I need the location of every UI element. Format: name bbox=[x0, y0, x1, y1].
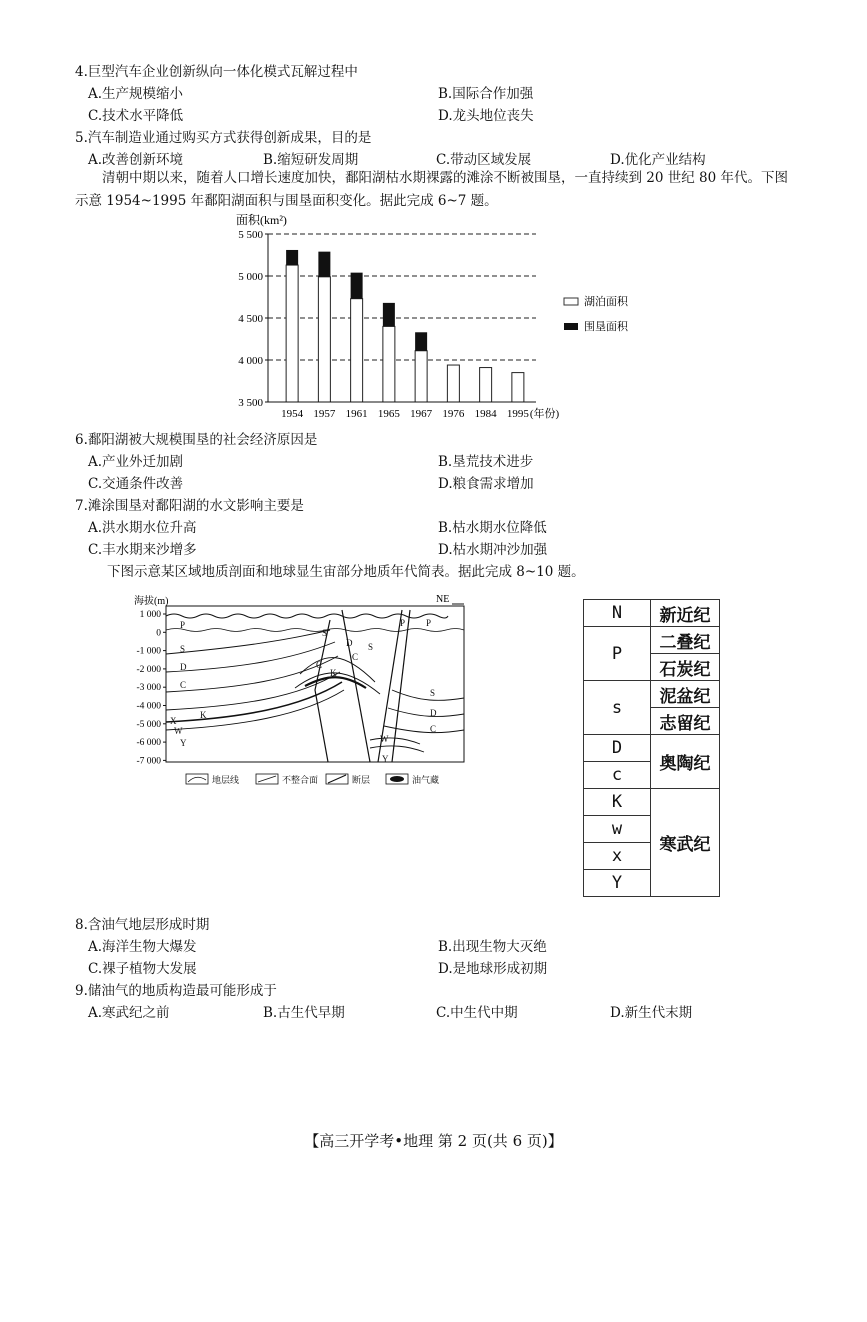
y-tick-label: 5 000 bbox=[238, 271, 263, 283]
bar-reclaim-area bbox=[286, 250, 298, 265]
section-ylabel: 海拔(m) bbox=[134, 596, 169, 607]
svg-text:Y: Y bbox=[382, 754, 389, 764]
q6-option-b: B.垦荒技术进步 bbox=[438, 454, 534, 470]
era-symbol: s bbox=[584, 681, 651, 735]
svg-text:S: S bbox=[180, 644, 186, 654]
geologic-section-diagram bbox=[130, 590, 470, 795]
section-y-tick: -3 000 bbox=[136, 683, 161, 694]
era-symbol: K bbox=[584, 789, 651, 816]
q7-option-b: B.枯水期水位降低 bbox=[438, 520, 547, 536]
svg-text:W: W bbox=[174, 726, 183, 736]
svg-text:D: D bbox=[430, 708, 437, 718]
era-symbol: D bbox=[584, 735, 651, 762]
x-axis-label: (年份) bbox=[529, 408, 560, 420]
svg-text:C: C bbox=[430, 724, 437, 734]
q5-option-c: C.带动区域发展 bbox=[436, 152, 532, 168]
x-tick-label: 1967 bbox=[410, 408, 433, 420]
bar-reclaim-area bbox=[318, 252, 330, 277]
q5-stem: 5.汽车制造业通过购买方式获得创新成果，目的是 bbox=[75, 130, 372, 146]
section-y-tick: -6 000 bbox=[136, 738, 161, 749]
q6-option-a: A.产业外迁加剧 bbox=[88, 454, 184, 470]
y-tick-label: 3 500 bbox=[238, 397, 263, 409]
svg-text:W: W bbox=[380, 734, 389, 744]
era-name: 新近纪 bbox=[651, 600, 720, 627]
q8-option-b: B.出现生物大灭绝 bbox=[438, 939, 547, 955]
x-tick-label: 1984 bbox=[474, 408, 497, 420]
bar-reclaim-area bbox=[351, 273, 363, 299]
section-y-tick: -5 000 bbox=[136, 719, 161, 730]
section-y-tick: -2 000 bbox=[136, 664, 161, 675]
section-legend-2: 断层 bbox=[352, 775, 371, 785]
q9-option-a: A.寒武纪之前 bbox=[88, 1005, 170, 1021]
era-symbol: N bbox=[584, 600, 651, 627]
era-symbol: Y bbox=[584, 870, 651, 897]
section-legend-3: 油气藏 bbox=[412, 775, 440, 785]
bar-lake-area bbox=[480, 368, 492, 402]
q9-option-d: D.新生代末期 bbox=[610, 1005, 693, 1021]
q7-option-d: D.枯水期冲沙加强 bbox=[438, 542, 548, 558]
svg-text:C: C bbox=[316, 660, 323, 670]
q8-stem: 8.含油气地层形成时期 bbox=[75, 917, 210, 933]
y-tick-label: 5 500 bbox=[238, 229, 263, 241]
y-tick-label: 4 500 bbox=[238, 313, 263, 325]
legend-lake-swatch bbox=[564, 298, 578, 305]
bar-reclaim-area bbox=[415, 332, 427, 350]
x-tick-label: 1976 bbox=[442, 408, 465, 420]
bar-lake-area bbox=[415, 351, 427, 402]
x-tick-label: 1961 bbox=[345, 408, 368, 420]
era-name: 志留纪 bbox=[651, 708, 720, 735]
era-symbol: x bbox=[584, 843, 651, 870]
era-symbol: c bbox=[584, 762, 651, 789]
era-name: 泥盆纪 bbox=[651, 681, 720, 708]
section-y-tick: 1 000 bbox=[139, 610, 161, 620]
era-name: 奥陶纪 bbox=[651, 735, 720, 789]
section-legend-0: 地层线 bbox=[212, 775, 240, 785]
svg-text:D: D bbox=[180, 662, 187, 672]
svg-text:S: S bbox=[368, 642, 374, 652]
legend-reclaim-swatch bbox=[564, 323, 578, 330]
q7-option-a: A.洪水期水位升高 bbox=[88, 520, 197, 536]
svg-text:C: C bbox=[180, 680, 187, 690]
chart-ylabel: 面积(km²) bbox=[236, 213, 287, 227]
svg-text:P: P bbox=[426, 618, 432, 628]
q4-option-a: A.生产规模缩小 bbox=[88, 86, 184, 102]
q6-stem: 6.鄱阳湖被大规模围垦的社会经济原因是 bbox=[75, 432, 318, 448]
lake-area-chart bbox=[230, 210, 650, 425]
q6-option-d: D.粮食需求增加 bbox=[438, 476, 534, 492]
svg-text:P: P bbox=[400, 618, 406, 628]
svg-text:K: K bbox=[330, 668, 337, 678]
section-y-tick: -7 000 bbox=[136, 756, 161, 767]
era-name: 寒武纪 bbox=[651, 789, 720, 897]
era-name: 二叠纪 bbox=[651, 627, 720, 654]
bar-lake-area bbox=[447, 365, 459, 402]
section-y-tick: 0 bbox=[156, 628, 161, 639]
q5-option-b: B.缩短研发周期 bbox=[263, 152, 359, 168]
q4-stem: 4.巨型汽车企业创新纵向一体化模式瓦解过程中 bbox=[75, 64, 358, 80]
intro-8-10: 下图示意某区域地质剖面和地球显生宙部分地质年代简表。据此完成 8~10 题。 bbox=[107, 564, 585, 580]
q9-stem: 9.储油气的地质构造最可能形成于 bbox=[75, 983, 277, 999]
section-direction: NE bbox=[436, 594, 450, 605]
x-tick-label: 1995 bbox=[506, 408, 529, 420]
q8-option-a: A.海洋生物大爆发 bbox=[88, 939, 197, 955]
x-tick-label: 1965 bbox=[377, 408, 400, 420]
q5-option-d: D.优化产业结构 bbox=[610, 152, 706, 168]
svg-text:D: D bbox=[346, 638, 353, 648]
era-symbol: w bbox=[584, 816, 651, 843]
y-tick-label: 4 000 bbox=[238, 355, 263, 367]
q9-option-c: C.中生代中期 bbox=[436, 1005, 518, 1021]
q7-option-c: C.丰水期来沙增多 bbox=[88, 542, 197, 558]
q9-option-b: B.古生代早期 bbox=[263, 1005, 345, 1021]
bar-lake-area bbox=[383, 326, 395, 402]
q6-option-c: C.交通条件改善 bbox=[88, 476, 184, 492]
intro-6-7: 清朝中期以来，随着人口增长速度加快，鄱阳湖枯水期裸露的滩涂不断被围垦，一直持续到 20 世纪 80 年代。下图示意 1954~1995 年鄱阳湖面积与围垦面积变化。据此完成 6~7 题。 bbox=[75, 170, 789, 209]
section-y-tick: -4 000 bbox=[136, 701, 161, 712]
bar-reclaim-area bbox=[383, 303, 395, 327]
era-name: 石炭纪 bbox=[651, 654, 720, 681]
q4-option-b: B.国际合作加强 bbox=[438, 86, 534, 102]
q5-option-a: A.改善创新环境 bbox=[88, 152, 184, 168]
svg-text:Y: Y bbox=[180, 738, 187, 748]
page-footer: 【高三开学考•地理 第 2 页(共 6 页)】 bbox=[304, 1132, 563, 1150]
legend-reclaim-label: 围垦面积 bbox=[584, 321, 628, 333]
bar-lake-area bbox=[512, 373, 524, 402]
era-symbol: P bbox=[584, 627, 651, 681]
svg-text:K: K bbox=[200, 710, 207, 720]
q8-option-d: D.是地球形成初期 bbox=[438, 961, 548, 977]
svg-text:S: S bbox=[430, 688, 436, 698]
section-y-tick: -1 000 bbox=[136, 646, 161, 657]
q4-option-d: D.龙头地位丧失 bbox=[438, 108, 534, 124]
legend-lake-label: 湖泊面积 bbox=[584, 296, 628, 308]
geologic-era-table bbox=[583, 599, 720, 897]
bar-lake-area bbox=[318, 277, 330, 402]
chart-legend bbox=[564, 294, 629, 333]
section-legend-1: 不整合面 bbox=[282, 775, 319, 785]
svg-text:P: P bbox=[180, 620, 186, 630]
x-tick-label: 1957 bbox=[313, 408, 336, 420]
q8-option-c: C.裸子植物大发展 bbox=[88, 961, 197, 977]
svg-text:S: S bbox=[322, 628, 328, 638]
q7-stem: 7.滩涂围垦对鄱阳湖的水文影响主要是 bbox=[75, 498, 304, 514]
x-tick-label: 1954 bbox=[281, 408, 304, 420]
svg-text:X: X bbox=[170, 716, 177, 726]
bar-lake-area bbox=[351, 299, 363, 402]
bar-lake-area bbox=[286, 265, 298, 402]
svg-text:C: C bbox=[352, 652, 359, 662]
q4-option-c: C.技术水平降低 bbox=[88, 108, 184, 124]
